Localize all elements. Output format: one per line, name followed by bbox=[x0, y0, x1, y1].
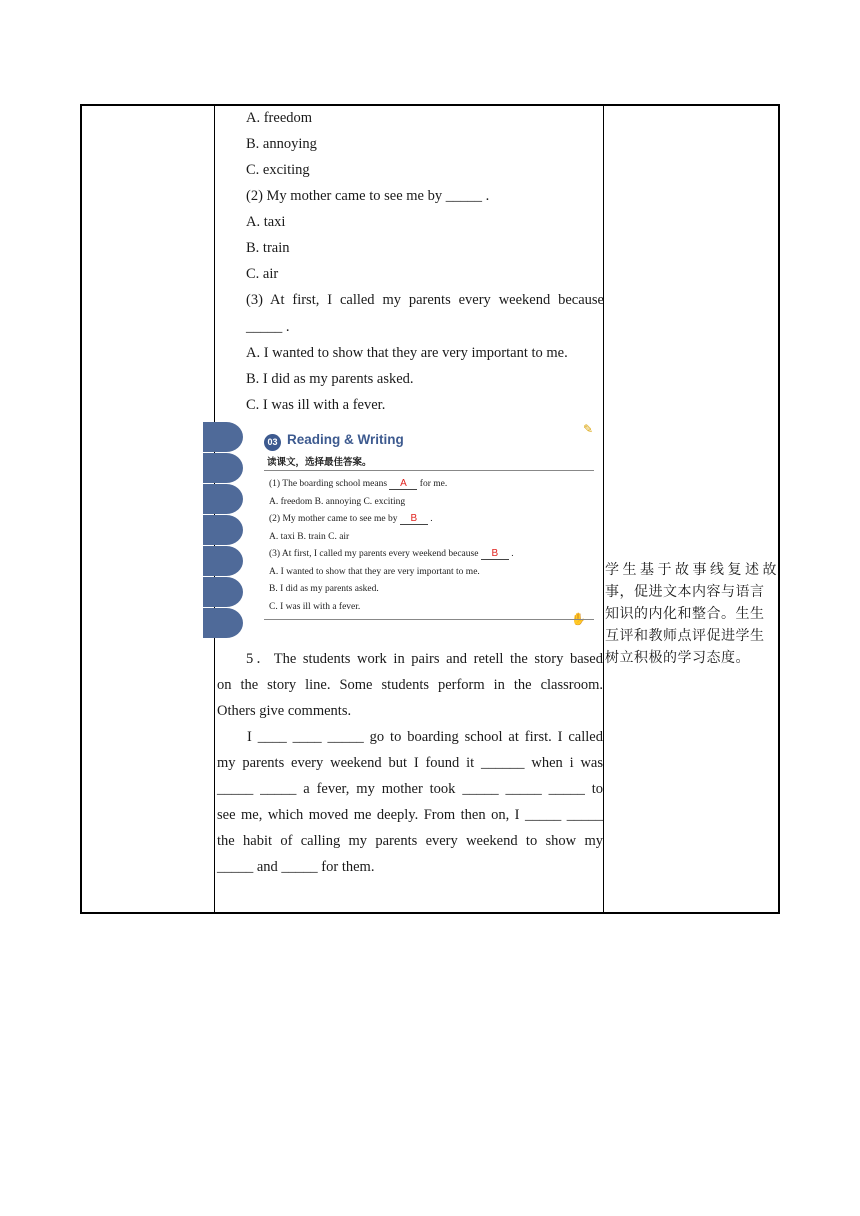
design-intent-column bbox=[605, 559, 777, 669]
slide-q1-options: A. freedom B. annoying C. exciting bbox=[269, 497, 406, 507]
design-intent-line-3: 知识的内化和整合。生生 bbox=[605, 606, 765, 622]
slide-q3-answer: B bbox=[491, 548, 499, 559]
slide-q3-text: (3) At first, I called my parents every weekend because bbox=[269, 549, 479, 559]
slide-instruction: 读课文，选择最佳答案。 bbox=[267, 457, 372, 468]
slide-q3-option-b: B. I did as my parents asked. bbox=[269, 584, 379, 594]
slide-q2-text: (2) My mother came to see me by bbox=[269, 514, 398, 524]
answer-blank bbox=[481, 549, 509, 560]
decorative-petal bbox=[203, 546, 243, 576]
slide-q2-options: A. taxi B. train C. air bbox=[269, 532, 350, 542]
slide-q2 bbox=[269, 513, 433, 525]
answer-blank bbox=[400, 514, 428, 525]
column-divider-2 bbox=[603, 106, 604, 912]
decorative-petal bbox=[203, 484, 243, 514]
slide-q2-answer: B bbox=[410, 513, 418, 524]
q3-option-b: B. I did as my parents asked. bbox=[246, 371, 414, 387]
q3-option-a: A. I wanted to show that they are very important to me. bbox=[246, 345, 568, 361]
decorative-petal bbox=[203, 422, 243, 452]
question-3-line-2: _____ . bbox=[246, 319, 290, 335]
step5-line-6: _____ _____ a fever, my mother took _____ _____ _____ to bbox=[217, 781, 603, 797]
design-intent-line-4: 互评和教师点评促进学生 bbox=[605, 628, 765, 644]
design-intent-line-1: 学生基于故事线复述故 bbox=[605, 562, 777, 578]
slide-q1-end: for me. bbox=[419, 479, 448, 489]
step5-line-3: Others give comments. bbox=[217, 703, 352, 719]
lesson-plan-table bbox=[80, 104, 780, 914]
slide-title: Reading & Writing bbox=[287, 432, 404, 447]
q3-option-c: C. I was ill with a fever. bbox=[246, 397, 386, 413]
q1-option-b: B. annoying bbox=[246, 136, 317, 152]
step5-line-4: I ____ ____ _____ go to boarding school at first. I called bbox=[247, 729, 603, 745]
question-3-line-1: (3) At first, I called my parents every weekend because bbox=[246, 292, 604, 308]
slide-question-box bbox=[264, 470, 594, 620]
slide-q2-end: . bbox=[430, 514, 433, 524]
q1-option-a: A. freedom bbox=[246, 110, 313, 126]
step5-line-8: the habit of calling my parents every weekend to show my bbox=[217, 833, 603, 849]
decorative-petal bbox=[203, 453, 243, 483]
design-intent-line-5: 树立积极的学习态度。 bbox=[605, 650, 750, 666]
step5-line-5: my parents every weekend but I found it ______ when i was bbox=[217, 755, 603, 771]
slide-q1-text: (1) The boarding school means bbox=[269, 479, 388, 489]
slide-q3-option-a: A. I wanted to show that they are very important to me. bbox=[269, 567, 480, 577]
q2-option-b: B. train bbox=[246, 240, 290, 256]
decorative-icon: ✎ bbox=[583, 422, 594, 436]
slide-q1-answer: A bbox=[400, 478, 407, 489]
question-2: (2) My mother came to see me by _____ . bbox=[246, 188, 490, 204]
q2-option-c: C. air bbox=[246, 266, 279, 282]
q1-option-c: C. exciting bbox=[246, 162, 310, 178]
step5-line-1: 5．The students work in pairs and retell the story based bbox=[246, 651, 603, 667]
slide-q1 bbox=[269, 478, 447, 490]
q2-option-a: A. taxi bbox=[246, 214, 286, 230]
slide-q3 bbox=[269, 548, 514, 560]
decorative-petal bbox=[203, 577, 243, 607]
answer-blank bbox=[389, 479, 417, 490]
design-intent-line-2: 事，促进文本内容与语言 bbox=[605, 584, 765, 600]
decorative-petal bbox=[203, 608, 243, 638]
section-number-badge: 03 bbox=[264, 434, 281, 451]
step5-line-2: on the story line. Some students perform in the classroom. bbox=[217, 677, 603, 693]
decorative-figure-icon: ✋ bbox=[571, 612, 586, 626]
slide-q3-end: . bbox=[511, 549, 514, 559]
reading-writing-slide bbox=[217, 422, 594, 640]
step5-line-9: _____ and _____ for them. bbox=[217, 859, 375, 875]
slide-q3-option-c: C. I was ill with a fever. bbox=[269, 602, 361, 612]
decorative-petal bbox=[203, 515, 243, 545]
step5-line-7: see me, which moved me deeply. From then on, I _____ _____ bbox=[217, 807, 603, 823]
